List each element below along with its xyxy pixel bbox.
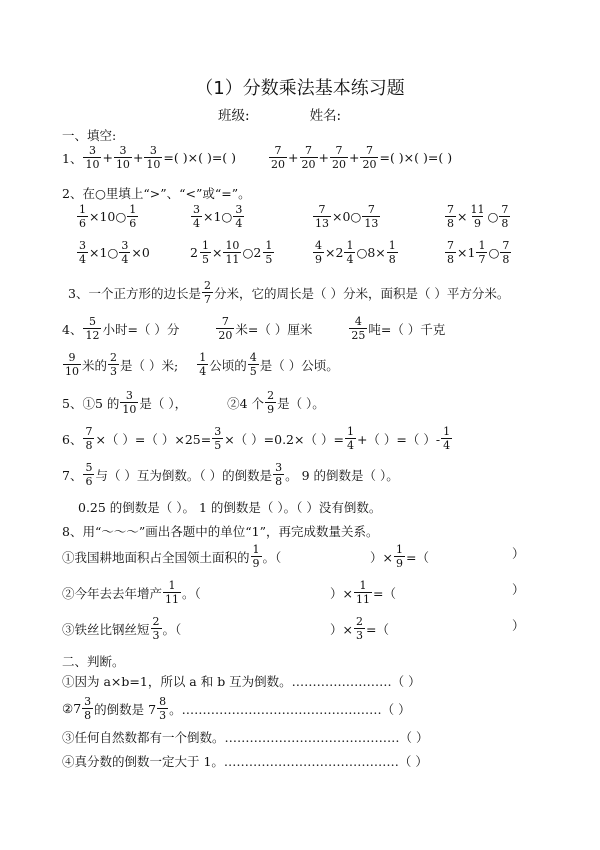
- fraction: $\frac{7}{20}$: [301, 144, 316, 171]
- page-title: （1）分数乘法基本练习题: [195, 78, 405, 99]
- q4-row1: 4、 5 12 小时=（ ）分 7 20 米=（ ）厘米 4 25 吨=（ ）千克: [62, 315, 446, 342]
- q5-row: 5、①5 的 3 10 是（ ）， ②4 个 2 9 是（ ）。: [62, 389, 325, 416]
- q8-item-end: ）: [512, 618, 525, 633]
- judge-item: ④真分数的倒数一定大于 1。……………………………………（ ）: [62, 754, 428, 769]
- fraction: $\frac{7}{20}$: [362, 144, 377, 171]
- q4-row2: 9 10 米的 2 3 是（ ）米; 1 4 公顷的 4 5 是（ ）公顷。: [65, 351, 339, 378]
- q2-item: $\frac{7}{13}$ ×0○ 7 13: [315, 203, 379, 230]
- q6-row: 6、 $\frac{7}{8}$ ×（ ）=（ ）×25= $\frac{3}{5}$ ×（ ）=0.2×（ ）= $\frac{1}{4}$ +（ ）=（ ）- 1 4: [62, 425, 451, 452]
- judge-item: ②7 3 8 的倒数是 7 8 3 。…………………………………………（ ）: [62, 695, 411, 722]
- q2-item: $\frac{1}{6}$ ×10○ 1 6: [79, 203, 137, 230]
- class-label: 班级:: [218, 108, 250, 124]
- q1-expr-b-tail: =( )×( )=( ): [379, 150, 453, 165]
- plus-sign: +: [318, 150, 329, 165]
- section2-heading: 二、判断。: [62, 654, 125, 669]
- q2-item: $\frac{3}{4}$ ×1○ 3 4: [193, 203, 243, 230]
- q2-item: $\frac{7}{8}$ × $\frac{11}{9}$ ○ 7 8: [447, 203, 509, 230]
- q8-item: ③铁丝比钢丝短 2 3 。（: [62, 615, 182, 642]
- q7-row1: 7、 5 6 与（ ）互为倒数。（ ）的倒数是 3 8 。 9 的倒数是（ ）。: [62, 461, 399, 488]
- q8-item-right: ）× $\frac{1}{9}$ =（: [370, 543, 429, 570]
- name-label: 姓名:: [309, 108, 342, 124]
- fraction: $\frac{3}{10}$: [146, 144, 161, 171]
- q8-item-end: ）: [512, 582, 525, 597]
- judge-item: ③任何自然数都有一个倒数。……………………………………（ ）: [62, 730, 429, 745]
- plus-sign: +: [349, 150, 360, 165]
- q1-number: 1、: [62, 150, 83, 166]
- q2-item: $\frac{7}{8}$ ×1 1 7 ○ 7 8: [447, 239, 510, 266]
- section1-heading: 一、填空:: [62, 128, 117, 143]
- q1-expr-a-tail: =( )×( )=( ): [163, 150, 237, 165]
- q8-item-right: ）× $\frac{1}{11}$ =（: [330, 579, 396, 606]
- plus-sign: +: [288, 150, 299, 165]
- q8-item: ②今年去去年增产 1 11 。（: [62, 579, 201, 606]
- fraction: 3 10: [85, 144, 100, 171]
- q2-item: 2 1 5 × $\frac{10}{11}$ ○ 2 1 5: [190, 239, 273, 266]
- q8-item-right: ）× $\frac{2}{3}$ =（: [330, 615, 389, 642]
- fraction: $\frac{3}{10}$: [115, 144, 130, 171]
- q2-item: $\frac{4}{9}$ ×2 1 4 ○8× $\frac{1}{8}$: [315, 239, 396, 266]
- plus-sign: +: [102, 150, 113, 165]
- plus-sign: +: [132, 150, 144, 165]
- q8-item-end: ）: [512, 546, 525, 561]
- q2-item: $\frac{3}{4}$ ×1○ $\frac{3}{4}$ ×0: [79, 239, 150, 266]
- class-name-row: [218, 104, 341, 124]
- fraction: $\frac{7}{20}$: [332, 144, 346, 171]
- q7-row2: 0.25 的倒数是（ ）。 1 的倒数是（ ）。（ ）没有倒数。: [78, 500, 382, 515]
- q8-instruction: 8、用“～～～”画出各题中的单位“1”，再完成数量关系。: [62, 524, 379, 539]
- q1-row: [62, 145, 452, 170]
- judge-item: ①因为 a×b=1，所以 a 和 b 互为倒数。……………………（ ）: [62, 674, 421, 689]
- fraction: 7 20: [271, 144, 286, 171]
- q2-instruction: 2、在○里填上“>”、“<”或“=”。: [62, 186, 251, 201]
- fraction: 2 7: [203, 279, 211, 306]
- q8-item: ①我国耕地面积占全国领土面积的 1 9 。（: [62, 543, 282, 570]
- q3-row: 3、一个正方形的边长是 2 7 分米，它的周长是（ ）分米，面积是（ ）平方分米。: [68, 279, 510, 306]
